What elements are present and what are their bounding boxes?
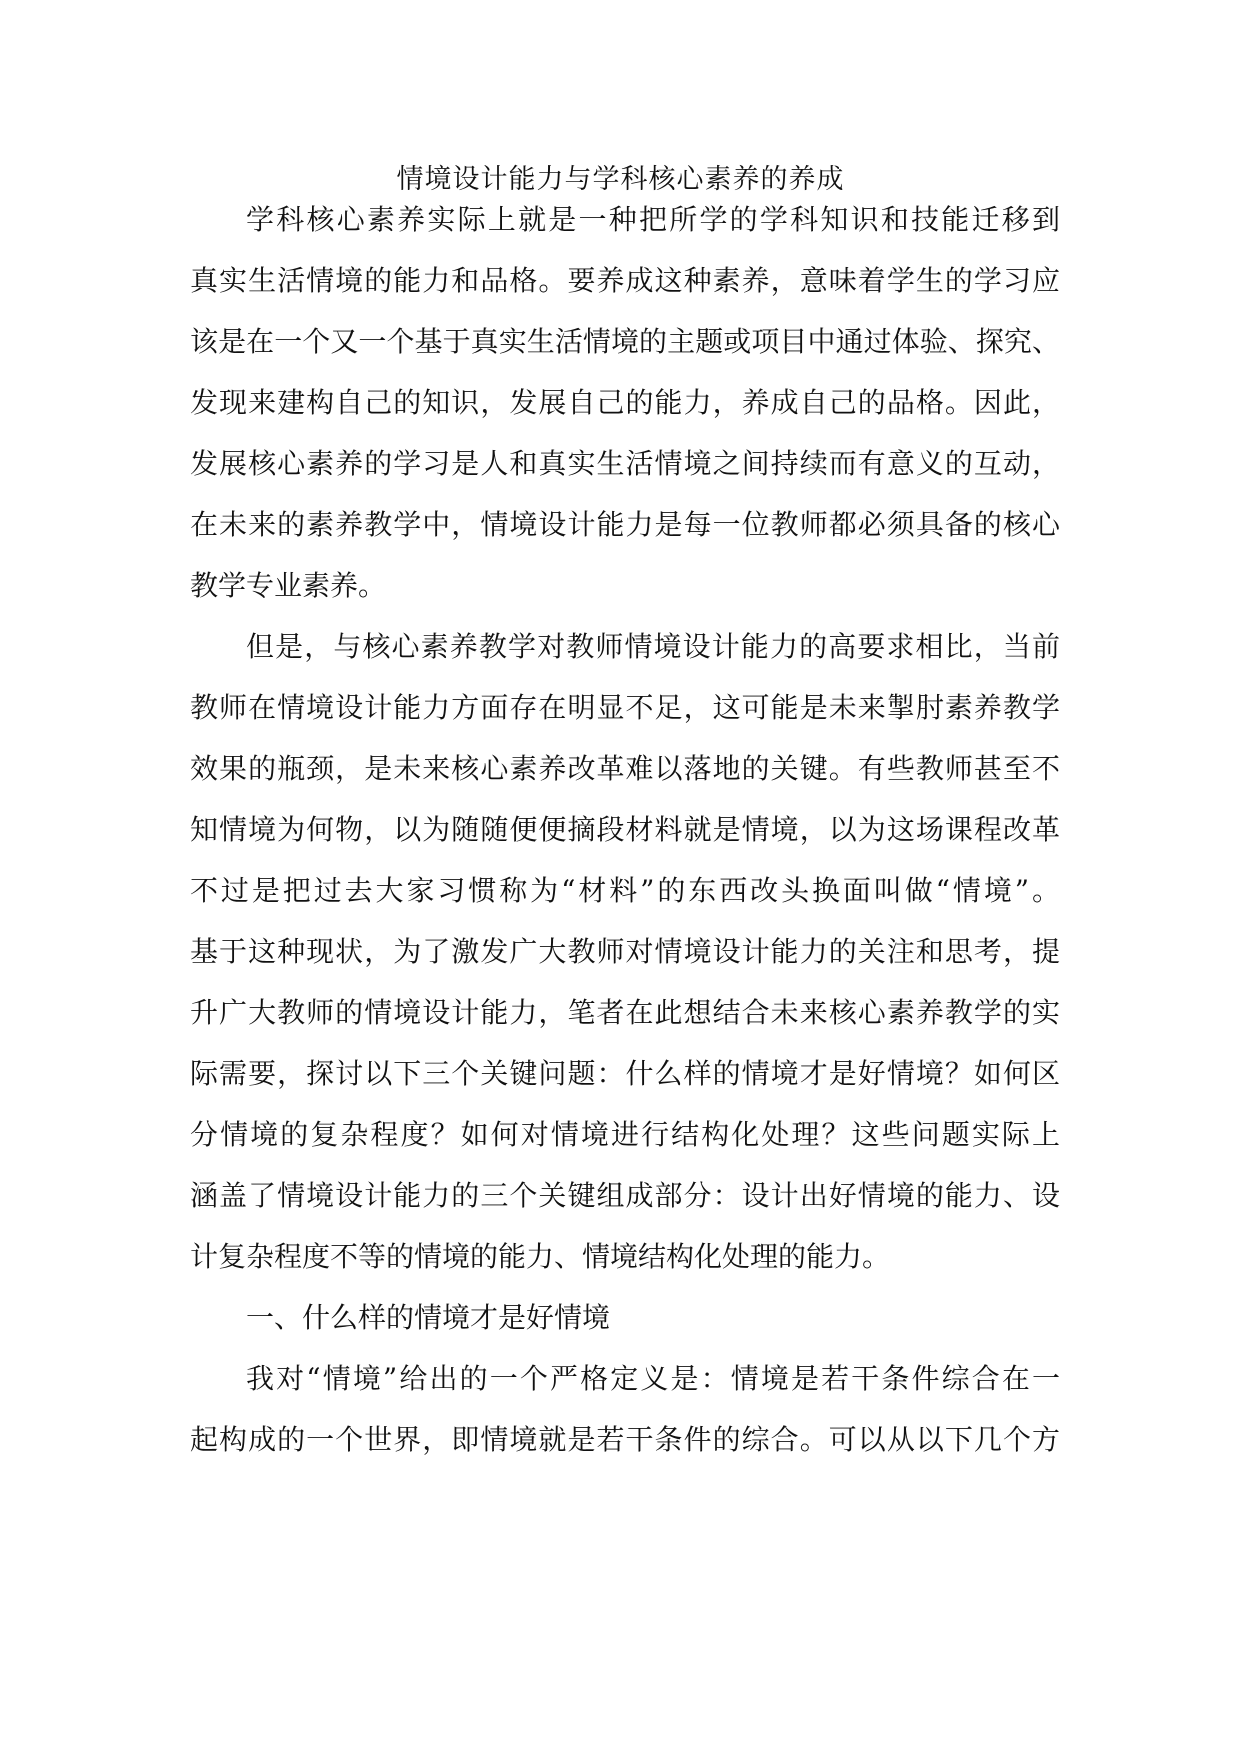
paragraph-line: 发现来建构自己的知识，发展自己的能力，养成自己的品格。因此， xyxy=(190,386,1060,419)
section-heading: 一、什么样的情境才是好情境 xyxy=(246,1301,611,1334)
document-title: 情境设计能力与学科核心素养的养成 xyxy=(396,164,845,195)
paragraph-line: 学科核心素养实际上就是一种把所学的学科知识和技能迁移到 xyxy=(246,203,1060,236)
paragraph-line: 我对“情境”给出的一个严格定义是：情境是若干条件综合在一 xyxy=(246,1362,1060,1395)
paragraph-line: 基于这种现状，为了激发广大教师对情境设计能力的关注和思考，提 xyxy=(190,935,1060,968)
paragraph-line: 教师在情境设计能力方面存在明显不足，这可能是未来掣肘素养教学 xyxy=(190,691,1060,724)
paragraph-line: 教学专业素养。 xyxy=(190,569,387,602)
paragraph-line: 起构成的一个世界，即情境就是若干条件的综合。可以从以下几个方 xyxy=(190,1423,1060,1456)
paragraph-line: 升广大教师的情境设计能力，笔者在此想结合未来核心素养教学的实 xyxy=(190,996,1060,1029)
paragraph-line: 在未来的素养教学中，情境设计能力是每一位教师都必须具备的核心 xyxy=(190,508,1060,541)
paragraph-line: 但是，与核心素养教学对教师情境设计能力的高要求相比，当前 xyxy=(246,630,1060,663)
paragraph-line: 涵盖了情境设计能力的三个关键组成部分：设计出好情境的能力、设 xyxy=(190,1179,1060,1212)
paragraph-line: 真实生活情境的能力和品格。要养成这种素养，意味着学生的学习应 xyxy=(190,264,1060,297)
paragraph-line: 计复杂程度不等的情境的能力、情境结构化处理的能力。 xyxy=(190,1240,891,1273)
paragraph-line: 分情境的复杂程度？如何对情境进行结构化处理？这些问题实际上 xyxy=(190,1118,1060,1151)
paragraph-line: 不过是把过去大家习惯称为“材料”的东西改头换面叫做“情境”。 xyxy=(190,874,1060,907)
paragraph-line: 效果的瓶颈，是未来核心素养改革难以落地的关键。有些教师甚至不 xyxy=(190,752,1060,785)
paragraph-line: 该是在一个又一个基于真实生活情境的主题或项目中通过体验、探究、 xyxy=(190,325,1060,358)
paragraph-line: 发展核心素养的学习是人和真实生活情境之间持续而有意义的互动， xyxy=(190,447,1060,480)
paragraph-line: 知情境为何物，以为随随便便摘段材料就是情境，以为这场课程改革 xyxy=(190,813,1060,846)
paragraph-line: 际需要，探讨以下三个关键问题：什么样的情境才是好情境？如何区 xyxy=(190,1057,1060,1090)
